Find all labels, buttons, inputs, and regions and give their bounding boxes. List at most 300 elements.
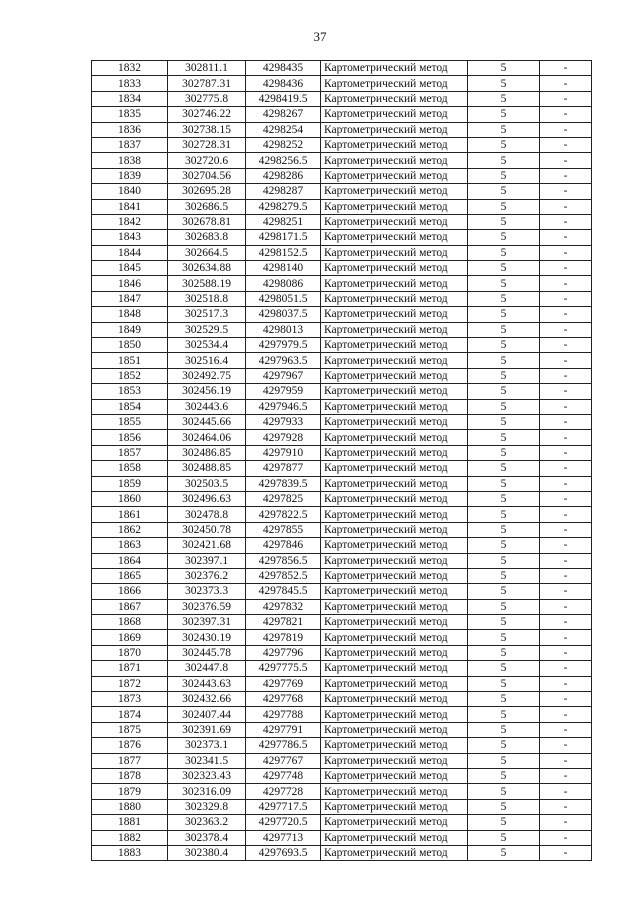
y-coordinate-cell: 4297852.5 xyxy=(246,568,321,583)
method-cell: Картометрический метод xyxy=(321,107,468,122)
accuracy-cell: 5 xyxy=(468,107,540,122)
x-coordinate-cell: 302678.81 xyxy=(168,214,246,229)
point-number-cell: 1879 xyxy=(92,784,168,799)
accuracy-cell: 5 xyxy=(468,368,540,383)
accuracy-cell: 5 xyxy=(468,584,540,599)
point-number-cell: 1880 xyxy=(92,799,168,814)
method-cell: Картометрический метод xyxy=(321,230,468,245)
y-coordinate-cell: 4298086 xyxy=(246,276,321,291)
y-coordinate-cell: 4298051.5 xyxy=(246,291,321,306)
method-cell: Картометрический метод xyxy=(321,445,468,460)
table-row xyxy=(92,353,592,368)
table-row xyxy=(92,91,592,106)
x-coordinate-cell: 302518.8 xyxy=(168,291,246,306)
dash-cell: - xyxy=(540,338,592,353)
method-cell: Картометрический метод xyxy=(321,214,468,229)
dash-cell: - xyxy=(540,507,592,522)
accuracy-cell: 5 xyxy=(468,784,540,799)
dash-cell: - xyxy=(540,815,592,830)
x-coordinate-cell: 302443.63 xyxy=(168,676,246,691)
point-number-cell: 1838 xyxy=(92,153,168,168)
y-coordinate-cell: 4298037.5 xyxy=(246,307,321,322)
method-cell: Картометрический метод xyxy=(321,91,468,106)
method-cell: Картометрический метод xyxy=(321,399,468,414)
table-row xyxy=(92,584,592,599)
y-coordinate-cell: 4297796 xyxy=(246,645,321,660)
y-coordinate-cell: 4297967 xyxy=(246,368,321,383)
method-cell: Картометрический метод xyxy=(321,261,468,276)
point-number-cell: 1865 xyxy=(92,568,168,583)
table-row xyxy=(92,830,592,845)
x-coordinate-cell: 302588.19 xyxy=(168,276,246,291)
x-coordinate-cell: 302492.75 xyxy=(168,368,246,383)
x-coordinate-cell: 302664.5 xyxy=(168,245,246,260)
accuracy-cell: 5 xyxy=(468,137,540,152)
dash-cell: - xyxy=(540,184,592,199)
table-row xyxy=(92,568,592,583)
y-coordinate-cell: 4297910 xyxy=(246,445,321,460)
point-number-cell: 1872 xyxy=(92,676,168,691)
dash-cell: - xyxy=(540,353,592,368)
table-row xyxy=(92,214,592,229)
dash-cell: - xyxy=(540,168,592,183)
table-row xyxy=(92,276,592,291)
dash-cell: - xyxy=(540,76,592,91)
table-row xyxy=(92,199,592,214)
method-cell: Картометрический метод xyxy=(321,338,468,353)
y-coordinate-cell: 4297748 xyxy=(246,768,321,783)
method-cell: Картометрический метод xyxy=(321,522,468,537)
method-cell: Картометрический метод xyxy=(321,645,468,660)
point-number-cell: 1837 xyxy=(92,137,168,152)
table-row xyxy=(92,414,592,429)
y-coordinate-cell: 4297791 xyxy=(246,722,321,737)
method-cell: Картометрический метод xyxy=(321,676,468,691)
method-cell: Картометрический метод xyxy=(321,584,468,599)
x-coordinate-cell: 302430.19 xyxy=(168,630,246,645)
point-number-cell: 1864 xyxy=(92,553,168,568)
point-number-cell: 1856 xyxy=(92,430,168,445)
dash-cell: - xyxy=(540,291,592,306)
method-cell: Картометрический метод xyxy=(321,692,468,707)
accuracy-cell: 5 xyxy=(468,568,540,583)
dash-cell: - xyxy=(540,784,592,799)
point-number-cell: 1847 xyxy=(92,291,168,306)
dash-cell: - xyxy=(540,445,592,460)
point-number-cell: 1836 xyxy=(92,122,168,137)
table-row xyxy=(92,261,592,276)
dash-cell: - xyxy=(540,645,592,660)
x-coordinate-cell: 302534.4 xyxy=(168,338,246,353)
method-cell: Картометрический метод xyxy=(321,76,468,91)
point-number-cell: 1857 xyxy=(92,445,168,460)
x-coordinate-cell: 302496.63 xyxy=(168,491,246,506)
x-coordinate-cell: 302445.78 xyxy=(168,645,246,660)
accuracy-cell: 5 xyxy=(468,291,540,306)
accuracy-cell: 5 xyxy=(468,522,540,537)
method-cell: Картометрический метод xyxy=(321,753,468,768)
accuracy-cell: 5 xyxy=(468,676,540,691)
table-row xyxy=(92,122,592,137)
point-number-cell: 1866 xyxy=(92,584,168,599)
method-cell: Картометрический метод xyxy=(321,122,468,137)
y-coordinate-cell: 4297933 xyxy=(246,414,321,429)
dash-cell: - xyxy=(540,399,592,414)
y-coordinate-cell: 4297775.5 xyxy=(246,661,321,676)
method-cell: Картометрический метод xyxy=(321,830,468,845)
dash-cell: - xyxy=(540,414,592,429)
method-cell: Картометрический метод xyxy=(321,722,468,737)
accuracy-cell: 5 xyxy=(468,491,540,506)
method-cell: Картометрический метод xyxy=(321,276,468,291)
table-row xyxy=(92,184,592,199)
method-cell: Картометрический метод xyxy=(321,661,468,676)
y-coordinate-cell: 4297928 xyxy=(246,430,321,445)
table-row xyxy=(92,615,592,630)
table-row xyxy=(92,722,592,737)
accuracy-cell: 5 xyxy=(468,615,540,630)
x-coordinate-cell: 302775.8 xyxy=(168,91,246,106)
table-row xyxy=(92,368,592,383)
dash-cell: - xyxy=(540,153,592,168)
point-number-cell: 1878 xyxy=(92,768,168,783)
method-cell: Картометрический метод xyxy=(321,507,468,522)
accuracy-cell: 5 xyxy=(468,61,540,76)
method-cell: Картометрический метод xyxy=(321,137,468,152)
x-coordinate-cell: 302397.1 xyxy=(168,553,246,568)
accuracy-cell: 5 xyxy=(468,199,540,214)
dash-cell: - xyxy=(540,368,592,383)
dash-cell: - xyxy=(540,768,592,783)
point-number-cell: 1876 xyxy=(92,738,168,753)
point-number-cell: 1852 xyxy=(92,368,168,383)
table-row xyxy=(92,599,592,614)
dash-cell: - xyxy=(540,584,592,599)
x-coordinate-cell: 302316.09 xyxy=(168,784,246,799)
accuracy-cell: 5 xyxy=(468,845,540,860)
point-number-cell: 1835 xyxy=(92,107,168,122)
dash-cell: - xyxy=(540,491,592,506)
table-row xyxy=(92,338,592,353)
table-row xyxy=(92,322,592,337)
dash-cell: - xyxy=(540,722,592,737)
dash-cell: - xyxy=(540,615,592,630)
accuracy-cell: 5 xyxy=(468,630,540,645)
dash-cell: - xyxy=(540,738,592,753)
x-coordinate-cell: 302695.28 xyxy=(168,184,246,199)
y-coordinate-cell: 4298140 xyxy=(246,261,321,276)
accuracy-cell: 5 xyxy=(468,230,540,245)
y-coordinate-cell: 4297845.5 xyxy=(246,584,321,599)
dash-cell: - xyxy=(540,599,592,614)
x-coordinate-cell: 302445.66 xyxy=(168,414,246,429)
accuracy-cell: 5 xyxy=(468,445,540,460)
x-coordinate-cell: 302787.31 xyxy=(168,76,246,91)
y-coordinate-cell: 4297786.5 xyxy=(246,738,321,753)
y-coordinate-cell: 4297832 xyxy=(246,599,321,614)
accuracy-cell: 5 xyxy=(468,261,540,276)
y-coordinate-cell: 4297717.5 xyxy=(246,799,321,814)
x-coordinate-cell: 302517.3 xyxy=(168,307,246,322)
point-number-cell: 1869 xyxy=(92,630,168,645)
point-number-cell: 1881 xyxy=(92,815,168,830)
table-row xyxy=(92,738,592,753)
method-cell: Картометрический метод xyxy=(321,553,468,568)
x-coordinate-cell: 302373.3 xyxy=(168,584,246,599)
point-number-cell: 1870 xyxy=(92,645,168,660)
method-cell: Картометрический метод xyxy=(321,707,468,722)
table-row xyxy=(92,384,592,399)
y-coordinate-cell: 4298279.5 xyxy=(246,199,321,214)
y-coordinate-cell: 4298251 xyxy=(246,214,321,229)
method-cell: Картометрический метод xyxy=(321,184,468,199)
point-number-cell: 1877 xyxy=(92,753,168,768)
point-number-cell: 1858 xyxy=(92,461,168,476)
point-number-cell: 1849 xyxy=(92,322,168,337)
table-row xyxy=(92,153,592,168)
accuracy-cell: 5 xyxy=(468,815,540,830)
x-coordinate-cell: 302683.8 xyxy=(168,230,246,245)
point-number-cell: 1883 xyxy=(92,845,168,860)
method-cell: Картометрический метод xyxy=(321,538,468,553)
y-coordinate-cell: 4297788 xyxy=(246,707,321,722)
method-cell: Картометрический метод xyxy=(321,291,468,306)
y-coordinate-cell: 4297979.5 xyxy=(246,338,321,353)
dash-cell: - xyxy=(540,461,592,476)
accuracy-cell: 5 xyxy=(468,830,540,845)
dash-cell: - xyxy=(540,661,592,676)
method-cell: Картометрический метод xyxy=(321,384,468,399)
method-cell: Картометрический метод xyxy=(321,461,468,476)
x-coordinate-cell: 302503.5 xyxy=(168,476,246,491)
y-coordinate-cell: 4297767 xyxy=(246,753,321,768)
accuracy-cell: 5 xyxy=(468,599,540,614)
point-number-cell: 1859 xyxy=(92,476,168,491)
method-cell: Картометрический метод xyxy=(321,368,468,383)
x-coordinate-cell: 302634.88 xyxy=(168,261,246,276)
accuracy-cell: 5 xyxy=(468,430,540,445)
point-number-cell: 1867 xyxy=(92,599,168,614)
table-row xyxy=(92,753,592,768)
table-row xyxy=(92,445,592,460)
accuracy-cell: 5 xyxy=(468,768,540,783)
table-row xyxy=(92,845,592,860)
method-cell: Картометрический метод xyxy=(321,768,468,783)
y-coordinate-cell: 4298254 xyxy=(246,122,321,137)
dash-cell: - xyxy=(540,276,592,291)
accuracy-cell: 5 xyxy=(468,692,540,707)
dash-cell: - xyxy=(540,384,592,399)
table-row xyxy=(92,291,592,306)
point-number-cell: 1848 xyxy=(92,307,168,322)
table-row xyxy=(92,245,592,260)
x-coordinate-cell: 302421.68 xyxy=(168,538,246,553)
dash-cell: - xyxy=(540,199,592,214)
accuracy-cell: 5 xyxy=(468,799,540,814)
accuracy-cell: 5 xyxy=(468,553,540,568)
y-coordinate-cell: 4297728 xyxy=(246,784,321,799)
point-number-cell: 1840 xyxy=(92,184,168,199)
dash-cell: - xyxy=(540,61,592,76)
dash-cell: - xyxy=(540,307,592,322)
dash-cell: - xyxy=(540,553,592,568)
point-number-cell: 1833 xyxy=(92,76,168,91)
table-row xyxy=(92,399,592,414)
x-coordinate-cell: 302443.6 xyxy=(168,399,246,414)
page-number: 37 xyxy=(313,29,327,44)
dash-cell: - xyxy=(540,630,592,645)
accuracy-cell: 5 xyxy=(468,91,540,106)
point-number-cell: 1851 xyxy=(92,353,168,368)
method-cell: Картометрический метод xyxy=(321,430,468,445)
point-number-cell: 1834 xyxy=(92,91,168,106)
accuracy-cell: 5 xyxy=(468,414,540,429)
table-row xyxy=(92,230,592,245)
point-number-cell: 1873 xyxy=(92,692,168,707)
dash-cell: - xyxy=(540,676,592,691)
accuracy-cell: 5 xyxy=(468,707,540,722)
method-cell: Картометрический метод xyxy=(321,245,468,260)
table-row xyxy=(92,168,592,183)
table-row xyxy=(92,61,592,76)
point-number-cell: 1842 xyxy=(92,214,168,229)
table-row xyxy=(92,430,592,445)
x-coordinate-cell: 302432.66 xyxy=(168,692,246,707)
y-coordinate-cell: 4297825 xyxy=(246,491,321,506)
x-coordinate-cell: 302376.59 xyxy=(168,599,246,614)
table-row xyxy=(92,707,592,722)
method-cell: Картометрический метод xyxy=(321,491,468,506)
x-coordinate-cell: 302341.5 xyxy=(168,753,246,768)
table-row xyxy=(92,661,592,676)
x-coordinate-cell: 302363.2 xyxy=(168,815,246,830)
method-cell: Картометрический метод xyxy=(321,845,468,860)
table-row xyxy=(92,76,592,91)
method-cell: Картометрический метод xyxy=(321,784,468,799)
y-coordinate-cell: 4298256.5 xyxy=(246,153,321,168)
y-coordinate-cell: 4297768 xyxy=(246,692,321,707)
accuracy-cell: 5 xyxy=(468,76,540,91)
table-row xyxy=(92,768,592,783)
dash-cell: - xyxy=(540,568,592,583)
dash-cell: - xyxy=(540,707,592,722)
x-coordinate-cell: 302376.2 xyxy=(168,568,246,583)
y-coordinate-cell: 4297963.5 xyxy=(246,353,321,368)
dash-cell: - xyxy=(540,261,592,276)
accuracy-cell: 5 xyxy=(468,184,540,199)
point-number-cell: 1860 xyxy=(92,491,168,506)
x-coordinate-cell: 302516.4 xyxy=(168,353,246,368)
accuracy-cell: 5 xyxy=(468,153,540,168)
dash-cell: - xyxy=(540,753,592,768)
y-coordinate-cell: 4298436 xyxy=(246,76,321,91)
table-row xyxy=(92,107,592,122)
accuracy-cell: 5 xyxy=(468,338,540,353)
dash-cell: - xyxy=(540,476,592,491)
method-cell: Картометрический метод xyxy=(321,153,468,168)
point-number-cell: 1882 xyxy=(92,830,168,845)
x-coordinate-cell: 302746.22 xyxy=(168,107,246,122)
accuracy-cell: 5 xyxy=(468,661,540,676)
dash-cell: - xyxy=(540,692,592,707)
y-coordinate-cell: 4298013 xyxy=(246,322,321,337)
x-coordinate-cell: 302447.8 xyxy=(168,661,246,676)
x-coordinate-cell: 302478.8 xyxy=(168,507,246,522)
x-coordinate-cell: 302704.56 xyxy=(168,168,246,183)
table-row xyxy=(92,799,592,814)
table-row xyxy=(92,476,592,491)
dash-cell: - xyxy=(540,538,592,553)
point-number-cell: 1862 xyxy=(92,522,168,537)
x-coordinate-cell: 302391.69 xyxy=(168,722,246,737)
accuracy-cell: 5 xyxy=(468,753,540,768)
y-coordinate-cell: 4298152.5 xyxy=(246,245,321,260)
y-coordinate-cell: 4297693.5 xyxy=(246,845,321,860)
point-number-cell: 1875 xyxy=(92,722,168,737)
point-number-cell: 1843 xyxy=(92,230,168,245)
accuracy-cell: 5 xyxy=(468,384,540,399)
x-coordinate-cell: 302380.4 xyxy=(168,845,246,860)
x-coordinate-cell: 302329.8 xyxy=(168,799,246,814)
x-coordinate-cell: 302323.43 xyxy=(168,768,246,783)
y-coordinate-cell: 4297720.5 xyxy=(246,815,321,830)
y-coordinate-cell: 4297822.5 xyxy=(246,507,321,522)
point-number-cell: 1871 xyxy=(92,661,168,676)
y-coordinate-cell: 4298267 xyxy=(246,107,321,122)
y-coordinate-cell: 4298287 xyxy=(246,184,321,199)
x-coordinate-cell: 302728.31 xyxy=(168,137,246,152)
x-coordinate-cell: 302811.1 xyxy=(168,61,246,76)
method-cell: Картометрический метод xyxy=(321,307,468,322)
x-coordinate-cell: 302720.6 xyxy=(168,153,246,168)
table-row xyxy=(92,491,592,506)
point-number-cell: 1845 xyxy=(92,261,168,276)
accuracy-cell: 5 xyxy=(468,476,540,491)
point-number-cell: 1853 xyxy=(92,384,168,399)
x-coordinate-cell: 302464.06 xyxy=(168,430,246,445)
dash-cell: - xyxy=(540,107,592,122)
point-number-cell: 1832 xyxy=(92,61,168,76)
point-number-cell: 1874 xyxy=(92,707,168,722)
accuracy-cell: 5 xyxy=(468,122,540,137)
method-cell: Картометрический метод xyxy=(321,630,468,645)
y-coordinate-cell: 4297946.5 xyxy=(246,399,321,414)
coordinate-table xyxy=(91,60,592,861)
table-row xyxy=(92,630,592,645)
table-row xyxy=(92,538,592,553)
dash-cell: - xyxy=(540,522,592,537)
y-coordinate-cell: 4297846 xyxy=(246,538,321,553)
y-coordinate-cell: 4297959 xyxy=(246,384,321,399)
y-coordinate-cell: 4297819 xyxy=(246,630,321,645)
accuracy-cell: 5 xyxy=(468,645,540,660)
point-number-cell: 1839 xyxy=(92,168,168,183)
x-coordinate-cell: 302488.85 xyxy=(168,461,246,476)
y-coordinate-cell: 4297839.5 xyxy=(246,476,321,491)
y-coordinate-cell: 4297877 xyxy=(246,461,321,476)
method-cell: Картометрический метод xyxy=(321,738,468,753)
method-cell: Картометрический метод xyxy=(321,799,468,814)
y-coordinate-cell: 4298171.5 xyxy=(246,230,321,245)
point-number-cell: 1855 xyxy=(92,414,168,429)
point-number-cell: 1868 xyxy=(92,615,168,630)
y-coordinate-cell: 4298252 xyxy=(246,137,321,152)
y-coordinate-cell: 4297855 xyxy=(246,522,321,537)
point-number-cell: 1846 xyxy=(92,276,168,291)
dash-cell: - xyxy=(540,845,592,860)
accuracy-cell: 5 xyxy=(468,538,540,553)
method-cell: Картометрический метод xyxy=(321,61,468,76)
